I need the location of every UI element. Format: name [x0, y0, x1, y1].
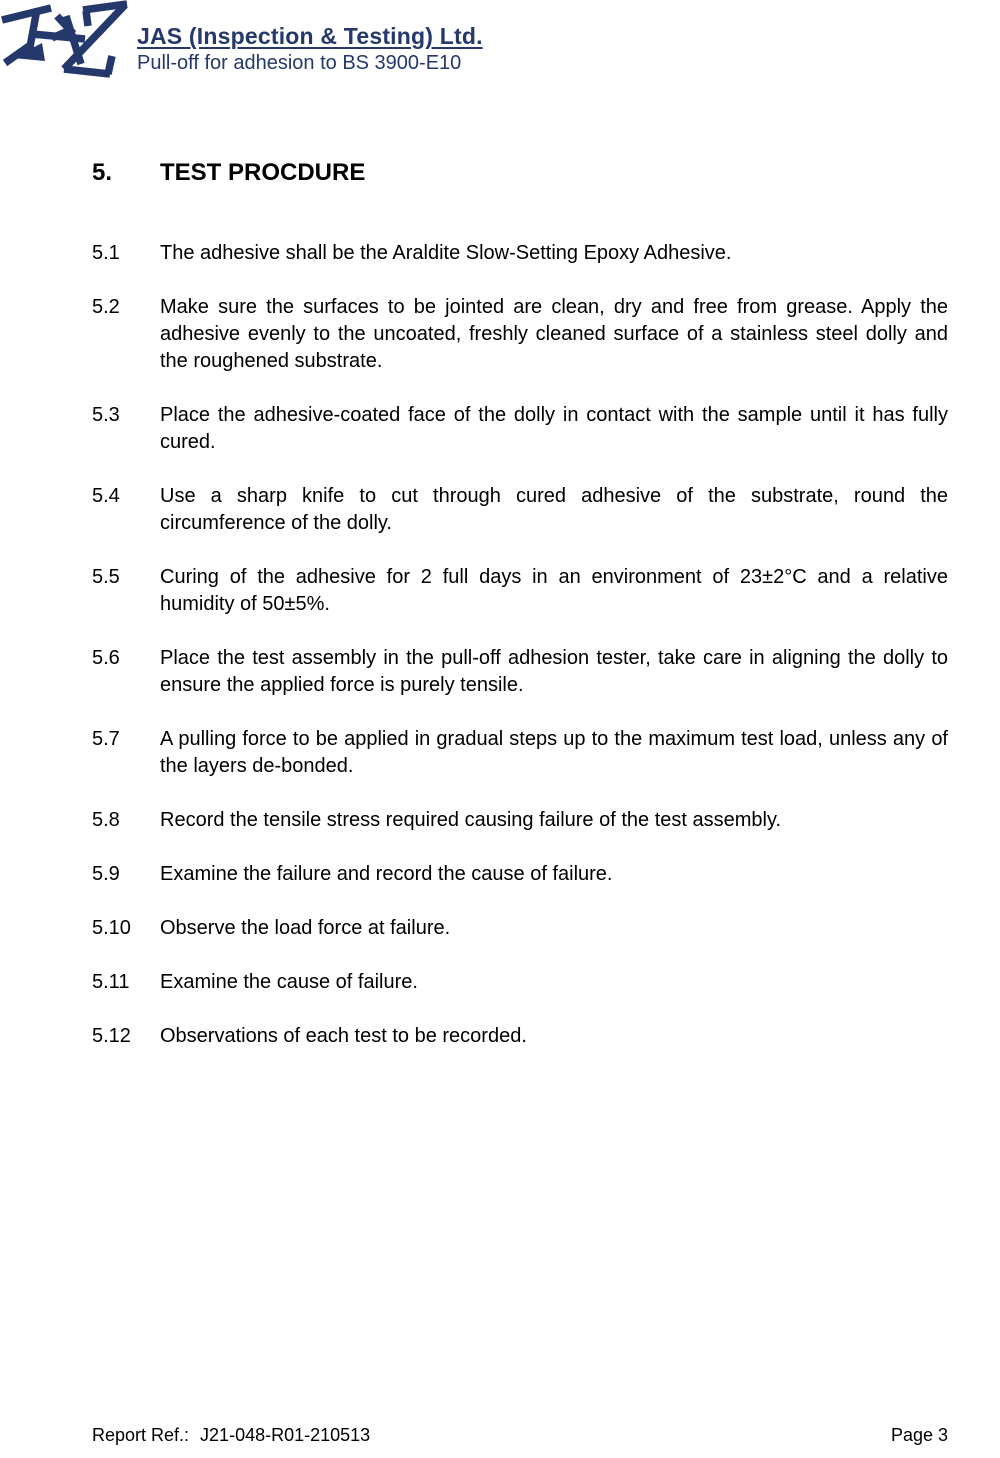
item-number: 5.1 — [92, 242, 120, 264]
report-ref-value: J21-048-R01-210513 — [200, 1425, 371, 1445]
page-number: Page 3 — [890, 1425, 948, 1445]
item-number: 5.7 — [92, 728, 120, 750]
page-header — [0, 0, 1000, 90]
procedure-item — [92, 564, 948, 618]
item-number: 5.9 — [92, 863, 120, 885]
report-ref-label: Report Ref.: — [92, 1425, 190, 1445]
item-number: 5.8 — [92, 809, 120, 831]
section-title: TEST PROCDURE — [160, 159, 366, 186]
item-number: 5.6 — [92, 647, 120, 669]
item-number: 5.10 — [92, 917, 131, 939]
item-text: Examine the failure and record the cause of failure. — [160, 863, 613, 885]
procedure-item — [92, 861, 948, 888]
procedure-item — [92, 402, 948, 456]
item-number: 5.5 — [92, 566, 120, 588]
section-title-row — [92, 158, 948, 188]
header-text-block — [137, 22, 483, 75]
item-text: The adhesive shall be the Araldite Slow-Setting Epoxy Adhesive. — [160, 242, 732, 264]
item-text: Record the tensile stress required causing failure of the test assembly. — [160, 809, 782, 831]
item-number: 5.11 — [92, 971, 130, 993]
item-text: Examine the cause of failure. — [160, 971, 418, 993]
item-text: A pulling force to be applied in gradual steps up to the maximum test load, unless any of the layers de-bonded. — [160, 728, 948, 777]
page-footer — [92, 1424, 948, 1446]
item-number: 5.4 — [92, 485, 120, 507]
item-text: Curing of the adhesive for 2 full days in an environment of 23±2°C and a relative humidity of 50±5%. — [160, 566, 948, 615]
item-number: 5.3 — [92, 404, 120, 426]
procedure-item — [92, 726, 948, 780]
procedure-item — [92, 915, 948, 942]
item-text: Use a sharp knife to cut through cured adhesive of the substrate, round the circumference of the dolly. — [160, 485, 948, 534]
procedure-item — [92, 645, 948, 699]
jas-logo-icon — [0, 0, 135, 80]
procedure-item — [92, 1023, 948, 1050]
item-number: 5.12 — [92, 1025, 131, 1047]
item-text: Place the adhesive-coated face of the dolly in contact with the sample until it has fully cured. — [160, 404, 948, 453]
procedure-item — [92, 483, 948, 537]
item-number: 5.2 — [92, 296, 120, 318]
procedure-item — [92, 294, 948, 375]
procedure-item — [92, 240, 948, 267]
section-number: 5. — [92, 159, 113, 186]
document-subtitle: Pull-off for adhesion to BS 3900-E10 — [137, 52, 462, 74]
report-ref — [92, 1424, 370, 1446]
procedure-list — [92, 240, 948, 1050]
document-body — [92, 158, 948, 1077]
item-text: Make sure the surfaces to be jointed are clean, dry and free from grease. Apply the adhesive evenly to the uncoated, freshly cleaned surface of a stainless steel dolly and the roughened substrate. — [160, 296, 948, 372]
procedure-item — [92, 807, 948, 834]
item-text: Observe the load force at failure. — [160, 917, 451, 939]
item-text: Place the test assembly in the pull-off adhesion tester, take care in aligning the dolly to ensure the applied force is purely tensile. — [160, 647, 948, 696]
item-text: Observations of each test to be recorded. — [160, 1025, 527, 1047]
procedure-item — [92, 969, 948, 996]
company-name: JAS (Inspection & Testing) Ltd. — [137, 23, 483, 49]
